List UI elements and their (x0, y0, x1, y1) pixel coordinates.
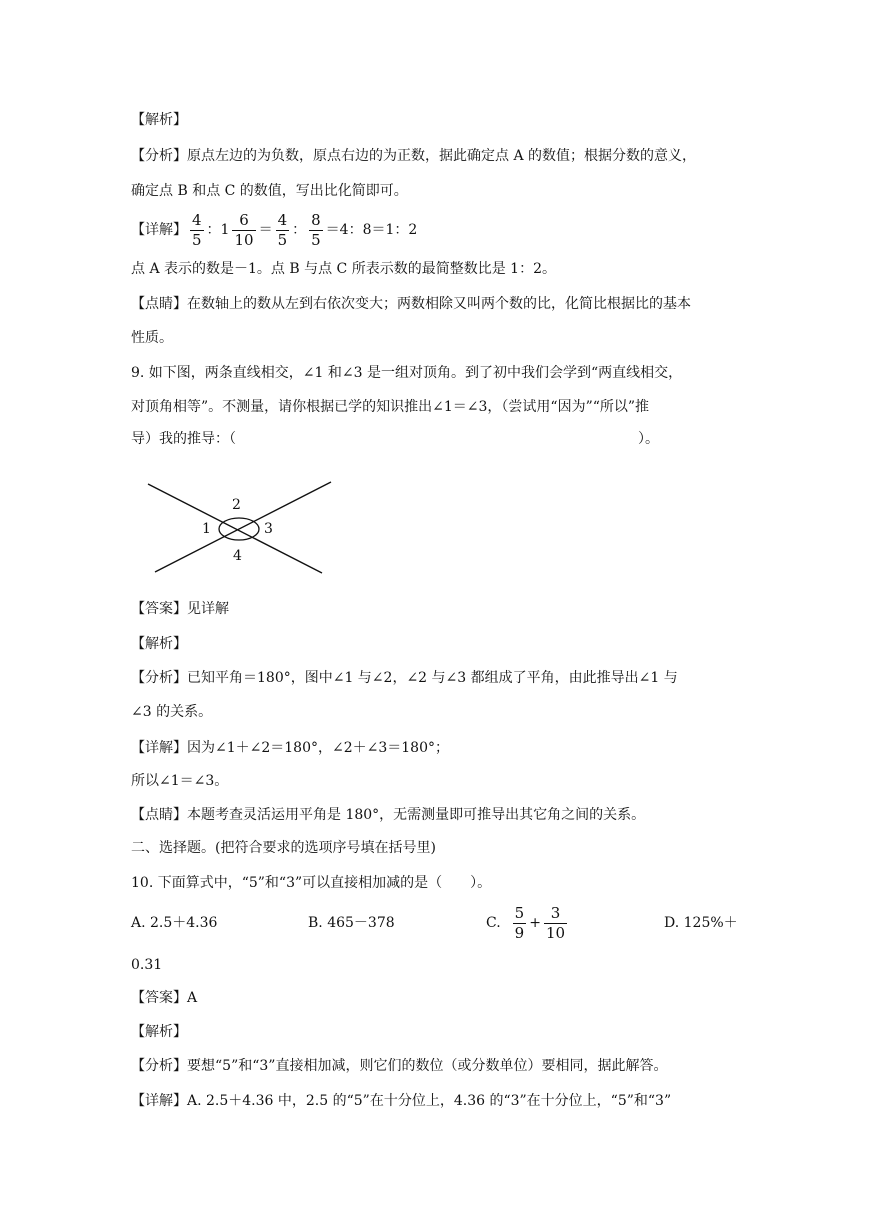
q8-jiexi-heading: 【解析】 (131, 112, 187, 128)
q10-option-c (486, 900, 570, 946)
angle-label-2: 2 (232, 497, 241, 513)
angle-label-4: 4 (233, 548, 242, 564)
q9-therefore: 所以∠1＝∠3。 (131, 773, 229, 789)
q8-equals: ＝ (258, 222, 273, 238)
q9-stem-line-3 (131, 429, 659, 449)
q8-conclusion: 点 A 表示的数是－1。点 B 与点 C 所表示数的最简整数比是 1：2。 (131, 261, 556, 277)
q10-stem: 10. 下面算式中，“5”和“3”可以直接相加减的是（ ）。 (131, 875, 492, 891)
q8-fraction-1: $\frac{4}{5}$ (192, 210, 202, 249)
line-two (155, 482, 331, 572)
q10-option-d-continued: 0.31 (131, 957, 163, 973)
q8-tip-line-2: 性质。 (131, 330, 173, 346)
q8-fraction-2: $\frac{6}{10}$ (234, 210, 254, 249)
q10-analysis: 【分析】要想“5”和“3”直接相加减，则它们的数位（或分数单位）要相同，据此解答。 (131, 1058, 668, 1074)
q9-jiexi-heading: 【解析】 (131, 636, 187, 652)
q10-option-d: D. 125%＋ (664, 915, 738, 931)
q9-answer: 【答案】见详解 (131, 601, 229, 617)
q10-option-c-plus: + (529, 915, 541, 931)
q9-stem-line-1: 9. 如下图，两条直线相交，∠1 和∠3 是一组对顶角。到了初中我们会学到“两直线相交， (131, 365, 683, 381)
q8-analysis-line-2: 确定点 B 和点 C 的数值，写出比化简即可。 (131, 183, 408, 199)
q9-analysis-line-2: ∠3 的关系。 (131, 704, 213, 720)
q10-answer: 【答案】A (131, 990, 198, 1006)
q10-detail: 【详解】A. 2.5＋4.36 中，2.5 的“5”在十分位上，4.36 的“3”在十分位上，“5”和“3” (131, 1093, 672, 1109)
q8-ratio-result: ＝4：8＝1：2 (325, 222, 418, 238)
q8-detail-label: 【详解】 (131, 222, 187, 238)
q8-fraction-3: $\frac{4}{5}$ (277, 210, 288, 249)
q10-option-c-label: C. (486, 915, 501, 931)
intersecting-lines-figure (140, 470, 340, 582)
q8-analysis-line-1: 【分析】原点左边的为负数，原点右边的为正数，据此确定点 A 的数值；根据分数的意义， (131, 148, 697, 164)
q9-tip: 【点睛】本题考查灵活运用平角是 180°，无需测量即可推导出其它角之间的关系。 (131, 807, 646, 823)
q10-option-a: A. 2.5＋4.36 (131, 915, 218, 931)
angle-label-1: 1 (202, 521, 211, 537)
q8-tip-line-1: 【点睛】在数轴上的数从左到右依次变大；两数相除又叫两个数的比，化简比根据比的基本 (131, 296, 691, 312)
q10-option-b: B. 465－378 (308, 915, 395, 931)
q10-option-c-fraction-2: $\frac{3}{10}$ (545, 903, 566, 942)
q9-answer-blank-open: 导）我的推导：（ (131, 431, 236, 447)
q8-colon-2: ： (292, 222, 307, 238)
q8-fraction-4: $\frac{8}{5}$ (311, 210, 321, 249)
q9-detail: 【详解】因为∠1＋∠2＝180°，∠2＋∠3＝180°； (131, 740, 449, 756)
q9-analysis-line-1: 【分析】已知平角＝180°，图中∠1 与∠2，∠2 与∠3 都组成了平角，由此推导出∠1 与 (131, 670, 678, 686)
angle-label-3: 3 (264, 521, 273, 537)
q8-colon-1: ：1 (206, 222, 230, 238)
q9-answer-blank-close: ）。 (638, 431, 659, 447)
q8-detail-equation (131, 208, 417, 252)
section-2-heading: 二、选择题。(把符合要求的选项序号填在括号里) (131, 840, 436, 856)
q10-option-c-fraction-1: $\frac{5}{9}$ (514, 903, 525, 942)
q10-jiexi-heading: 【解析】 (131, 1024, 187, 1040)
q9-stem-line-2: 对顶角相等”。不测量，请你根据已学的知识推出∠1＝∠3，（尝试用“因为”“所以”推 (131, 399, 650, 415)
